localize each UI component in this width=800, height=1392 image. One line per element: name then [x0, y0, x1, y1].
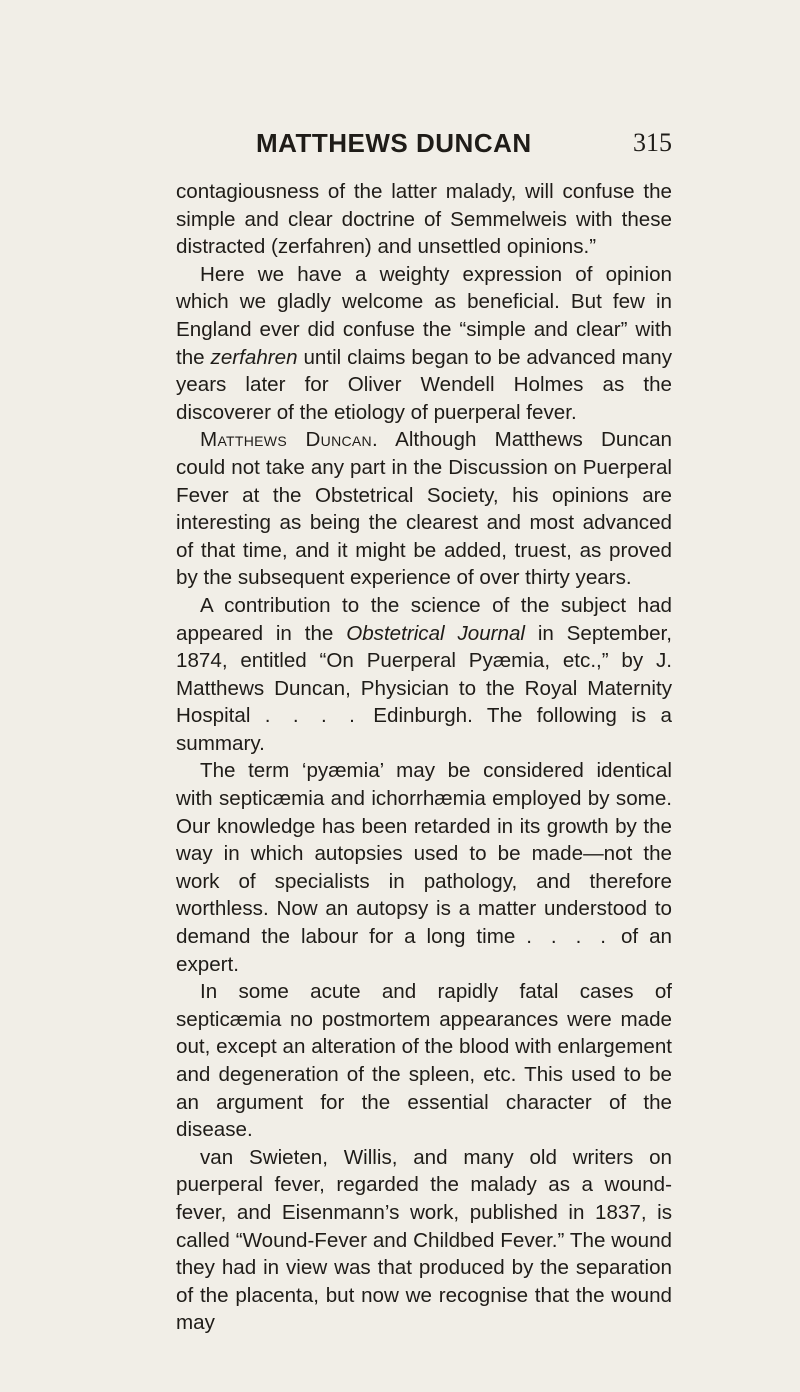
page-number: 315: [633, 128, 672, 157]
ellipsis: . . . .: [526, 925, 610, 949]
paragraph-7: [176, 1144, 672, 1337]
paragraph-5-text-a: The term ‘pyæmia’ may be considered identical with septicæmia and ichorrhæmia employed by some. Our knowledge has been retarded in its growth by the way in which autopsies used to be made—not the work of specialists in pathology, and therefore worthless. Now an autopsy is a matter understood to demand the labour for a long time: [176, 759, 672, 949]
paragraph-7-text: van Swieten, Willis, and many old writers on puerperal fever, regarded the malady as a wound-fever, and Eisenmann’s work, published in 1837, is called “Wound-Fever and Childbed Fever.” The wound they had in view was that produced by the separation of the placenta, but now we recognise that the wound may: [176, 1145, 672, 1335]
paragraph-5-text-b: of an expert.: [176, 925, 672, 976]
paragraph-4-text-a: A contribution to the science of the subject had appeared in the: [176, 593, 672, 645]
paragraph-1: [176, 178, 672, 261]
paragraph-2-text-b: until claims began to be advanced many years later for Oliver Wendell Holmes as the discoverer of the etiology of puerperal fever.: [176, 345, 672, 424]
paragraph-4-text-b: in September, 1874, entitled “On Puerperal Pyæmia, etc.,” by J. Matthews Duncan, Physician to the Royal Maternity Hospital: [176, 621, 672, 728]
paragraph-6-text: In some acute and rapidly fatal cases of septicæmia no postmortem appearances were made out, except an alteration of the blood with enlargement and degeneration of the spleen, etc. This used to be an argument for the essential character of the disease.: [176, 980, 672, 1142]
body-text: [176, 178, 672, 1337]
paragraph-5: [176, 757, 672, 978]
paragraph-1-text: contagiousness of the latter malady, will confuse the simple and clear doctrine of Semmelweis with these distracted (zerfahren) and unsettled opinions.”: [176, 180, 672, 259]
paragraph-6: [176, 978, 672, 1144]
journal-title: Obstetrical Journal: [346, 621, 525, 645]
section-lead-in: Matthews Duncan.: [200, 428, 378, 452]
ellipsis: . . . .: [264, 704, 359, 728]
paragraph-2-italic: zerfahren: [210, 345, 298, 369]
paragraph-3-text: Although Matthews Duncan could not take any part in the Discussion on Puerperal Fever at the Obstetrical Society, his opinions are interesting as being the clearest and most advanced of that time, and it might be added, truest, as proved by the subsequent experience of over thirty years.: [176, 428, 673, 590]
paragraph-4: [176, 592, 672, 758]
paragraph-2: [176, 261, 672, 427]
running-head: MATTHEWS DUNCAN: [256, 128, 532, 158]
page-header: [176, 128, 672, 168]
paragraph-2-text-a: Here we have a weighty expression of opinion which we gladly welcome as beneficial. But few in England ever did confuse the “simple and clear” with the: [176, 262, 672, 369]
paragraph-4-text-c: Edinburgh. The following is a summary.: [176, 704, 672, 755]
paragraph-3: [176, 426, 672, 592]
